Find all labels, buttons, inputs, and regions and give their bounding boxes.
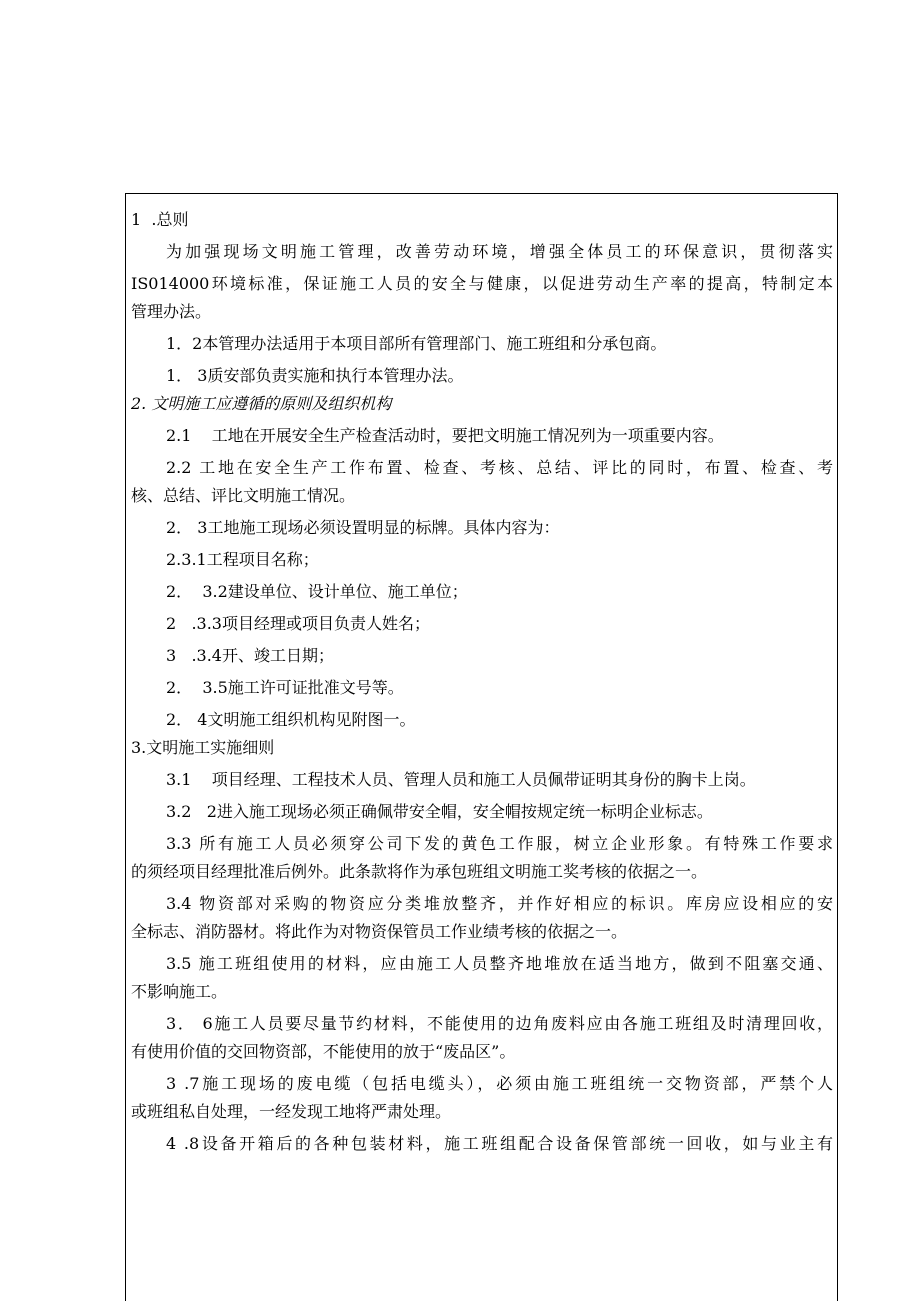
clause-2-3-3: 2 .3.3项目经理或项目负责人姓名；	[166, 614, 430, 633]
clause-3-3: 3.3 所有施工人员必须穿公司下发的黄色工作服，树立企业形象。有特殊工作要求	[166, 834, 833, 853]
clause-3-7: 3 .7施工现场的废电缆（包括电缆头），必须由施工班组统一交物资部，严禁个人	[166, 1074, 833, 1093]
clause-1-2: 1．2本管理办法适用于本项目部所有管理部门、施工班组和分承包商。	[166, 334, 667, 353]
section-1-heading: 1 .总则	[131, 210, 189, 229]
paragraph-line: 有使用价值的交回物资部，不能使用的放于“废品区”。	[131, 1042, 516, 1061]
paragraph-line: 的须经项目经理批准后例外。此条款将作为承包班组文明施工奖考核的依据之一。	[131, 862, 708, 881]
clause-3-1: 3.1 项目经理、工程技术人员、管理人员和施工人员佩带证明其身份的胸卡上岗。	[166, 770, 756, 789]
clause-2-3-2: 2． 3.2建设单位、设计单位、施工单位；	[166, 582, 468, 601]
paragraph-line: 不影响施工。	[131, 982, 228, 1001]
clause-3-8: 4 .8设备开箱后的各种包装材料，施工班组配合设备保管部统一回收，如与业主有	[166, 1134, 833, 1153]
clause-2-3-5: 2． 3.5施工许可证批准文号等。	[166, 678, 404, 697]
paragraph-line: IS014000环境标准，保证施工人员的安全与健康，以促进劳动生产率的提高，特制定本	[131, 274, 833, 293]
document-frame	[125, 193, 838, 1301]
clause-3-6: 3． 6施工人员要尽量节约材料，不能使用的边角废料应由各施工班组及时清理回收，	[166, 1014, 833, 1033]
clause-2-4: 2． 4文明施工组织机构见附图一。	[166, 710, 416, 729]
paragraph-line: 或班组私自处理，一经发现工地将严肃处理。	[131, 1102, 452, 1121]
section-3-heading: 3.文明施工实施细则	[131, 738, 275, 757]
clause-2-3-4: 3 .3.4开、竣工日期；	[166, 646, 334, 665]
paragraph-line: 核、总结、评比文明施工情况。	[131, 486, 356, 505]
section-2-heading: 2. 文明施工应遵循的原则及组织机构	[131, 394, 392, 413]
paragraph-line: 管理办法。	[131, 302, 212, 321]
clause-3-4: 3.4 物资部对采购的物资应分类堆放整齐，并作好相应的标识。库房应设相应的安	[166, 894, 833, 913]
paragraph-line: 为加强现场文明施工管理，改善劳动环境，增强全体员工的环保意识，贯彻落实	[166, 242, 833, 261]
clause-3-2: 3.2 2进入施工现场必须正确佩带安全帽，安全帽按规定统一标明企业标志。	[166, 802, 713, 821]
clause-3-5: 3.5 施工班组使用的材料，应由施工人员整齐地堆放在适当地方，做到不阻塞交通、	[166, 954, 833, 973]
clause-2-3-1: 2.3.1工程项目名称；	[166, 550, 319, 569]
paragraph-line: 全标志、消防器材。将此作为对物资保管员工作业绩考核的依据之一。	[131, 922, 628, 941]
clause-2-2: 2.2 工地在安全生产工作布置、检查、考核、总结、评比的同时，布置、检查、考	[166, 458, 833, 477]
clause-2-3: 2． 3工地施工现场必须设置明显的标牌。具体内容为：	[166, 518, 560, 537]
document-body	[131, 206, 833, 1158]
clause-2-1: 2.1 工地在开展安全生产检查活动时，要把文明施工情况列为一项重要内容。	[166, 426, 724, 445]
clause-1-3: 1． 3质安部负责实施和执行本管理办法。	[166, 366, 464, 385]
